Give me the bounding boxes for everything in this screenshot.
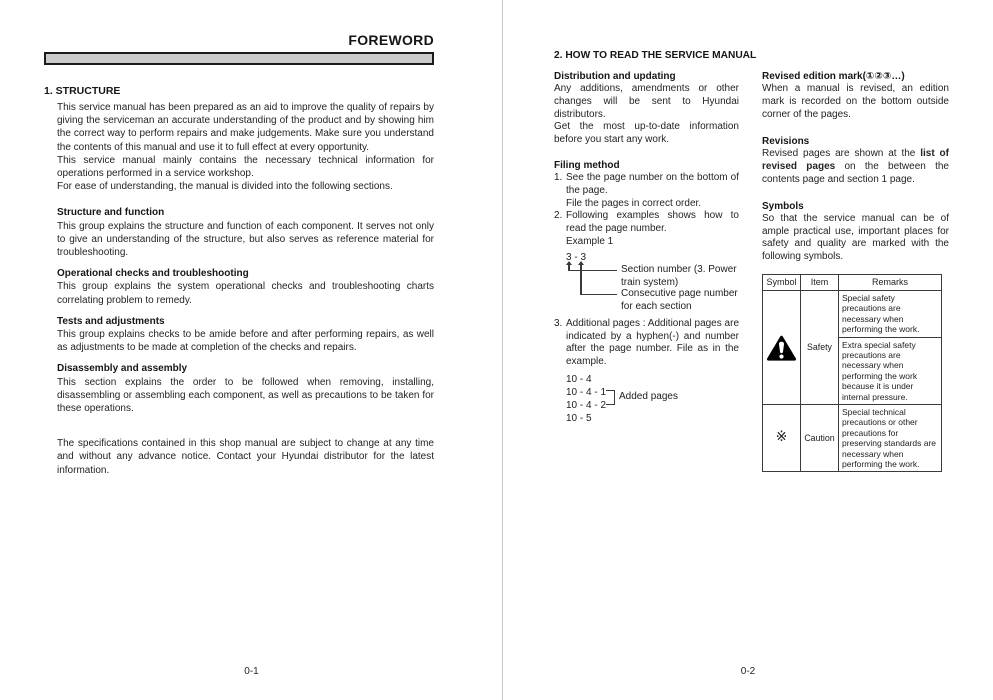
safety-remark-1: Special safety precautions are necessary when performing the work. <box>839 290 942 337</box>
closing-paragraph: The specifications contained in this shop manual are subject to change at any time and without any advance notice. Contact your Hyundai distributor for the latest information. <box>57 438 434 476</box>
intro-paragraph: For ease of understanding, the manual is divided into the following sections. <box>57 181 393 193</box>
revisions-paragraph: Revised pages are shown at the list of revised pages on the between the contents page and section 1 page. <box>762 148 949 185</box>
list-item-text: Following examples shows how to read the page number. <box>566 210 739 235</box>
reference-mark-icon: ※ <box>775 428 788 445</box>
filing-list-item <box>554 172 739 210</box>
pointer-line <box>580 264 582 295</box>
revised-edition-mark-heading: Revised edition mark(①②③…) <box>762 71 905 82</box>
list-number: 1. <box>554 171 563 183</box>
table-header-row <box>763 274 942 290</box>
diagram-label-page-number: Consecutive page number for each section <box>621 287 738 312</box>
distribution-heading: Distribution and updating <box>554 71 676 82</box>
pointer-line <box>568 270 617 272</box>
page-number-diagram <box>554 252 739 316</box>
right-page-column-1 <box>554 70 739 427</box>
subsection-heading: Disassembly and assembly <box>57 363 188 375</box>
foreword-title-bar <box>44 52 434 65</box>
subsection-body: This group explains checks to be amide before and after performing repairs, as well as adjustments to be made at completion of the checks and repairs. <box>57 329 434 354</box>
pointer-line <box>580 294 617 296</box>
list-item-text: See the page number on the bottom of the page. <box>566 171 739 196</box>
example-page-number: 10 - 4 <box>566 373 592 385</box>
intro-paragraph: This service manual mainly contains the necessary technical information for operations performed in a service workshop. <box>57 154 434 180</box>
list-number: 3. <box>554 317 563 329</box>
edition-mark-symbols: (①②③…) <box>862 71 905 82</box>
page-number-right: 0-2 <box>740 666 756 677</box>
subsection-body: This group explains the system operational checks and troubleshooting charts correlating problem to remedy. <box>57 281 434 306</box>
table-header-remarks: Remarks <box>839 274 942 290</box>
section-heading-structure: 1. STRUCTURE <box>44 85 121 97</box>
subsection-heading: Tests and adjustments <box>57 315 165 327</box>
added-pages-example <box>566 373 739 427</box>
diagram-label-section-number: Section number (3. Power train system) <box>621 263 737 288</box>
table-row <box>763 405 942 472</box>
list-item-text: Additional pages : Additional pages are indicated by a hyphen(-) and number after the page number. File as in the example. <box>566 317 739 368</box>
safety-symbol-cell <box>763 290 801 404</box>
symbols-heading: Symbols <box>762 200 804 212</box>
list-item-text: File the pages in correct order. <box>566 197 702 209</box>
example-page-number: 10 - 4 - 1 <box>566 386 607 398</box>
list-of-revised-pages-emphasis: list of revised pages <box>762 148 949 173</box>
symbols-table <box>762 274 942 473</box>
caution-symbol-cell <box>763 405 801 472</box>
structure-body <box>57 101 434 477</box>
filing-list-item <box>554 318 739 369</box>
added-pages-label: Added pages <box>619 390 678 402</box>
table-row <box>763 290 942 337</box>
page-divider <box>502 0 503 700</box>
subsection-heading: Operational checks and troubleshooting <box>57 268 249 280</box>
section-heading-how-to-read: 2. HOW TO READ THE SERVICE MANUAL <box>554 50 757 61</box>
caution-item-cell: Caution <box>801 405 839 472</box>
symbols-paragraph: So that the service manual can be of ample practical use, important places for safety and quality are marked with the following symbols. <box>762 212 949 263</box>
filing-method-heading: Filing method <box>554 159 620 171</box>
page-title: FOREWORD <box>348 32 434 48</box>
intro-paragraph: This service manual has been prepared as an aid to improve the quality of repairs by giving the serviceman an accurate understanding of the product and by showing him the correct way to perform repairs and make judgements. Make sure you understand the contents of this manual and use it to full effect at every opportunity. <box>57 102 434 153</box>
safety-remark-2: Extra special safety precautions are necessary when performing the work because it is under internal pressure. <box>839 337 942 404</box>
page-number-left: 0-1 <box>244 666 259 677</box>
distribution-paragraph: Get the most up-to-date information before you start any work. <box>554 121 739 146</box>
left-page <box>44 33 434 477</box>
example-page-number: 10 - 4 - 2 <box>566 399 607 411</box>
example-page-number: 3 - 3 <box>566 251 587 263</box>
subsection-body: This group explains the structure and function of each component. It serves not only to give an understanding of the structure, but also serves as reference material for troubleshooting. <box>57 220 434 259</box>
caution-remark: Special technical precautions or other precautions for preserving standards are necessary when performing the work. <box>839 405 942 472</box>
example-page-number: 10 - 5 <box>566 412 592 424</box>
revised-edition-paragraph: When a manual is revised, an edition mark is recorded on the bottom outside corner of the pages. <box>762 83 949 120</box>
table-header-item: Item <box>801 274 839 290</box>
warning-triangle-icon <box>763 334 800 362</box>
right-page-column-2 <box>762 70 949 472</box>
filing-list-item <box>554 210 739 248</box>
bracket-icon <box>606 390 615 405</box>
list-number: 2. <box>554 210 563 222</box>
table-header-symbol: Symbol <box>763 274 801 290</box>
revisions-heading: Revisions <box>762 136 810 148</box>
subsection-heading: Structure and function <box>57 207 165 219</box>
list-item-text: Example 1 <box>566 235 614 247</box>
distribution-paragraph: Any additions, amendments or other changes will be sent to Hyundai distributors. <box>554 83 739 120</box>
subsection-body: This section explains the order to be followed when removing, installing, disassembling or assembling each component, as well as precautions to be taken for these operations. <box>57 376 434 415</box>
safety-item-cell: Safety <box>801 290 839 404</box>
